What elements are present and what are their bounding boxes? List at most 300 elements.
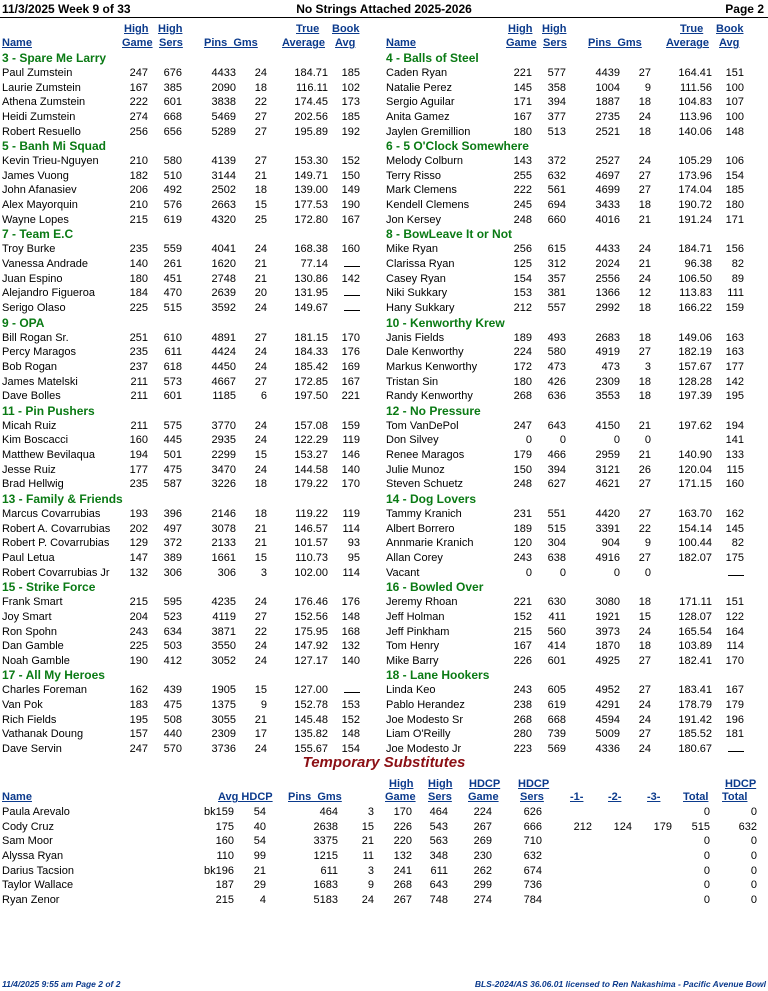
column-header-high: High [508,23,533,35]
player-pins: 4420 [595,508,620,521]
player-gms: 27 [638,67,651,79]
substitute-hg: 226 [393,820,412,833]
substitute-hg: 241 [393,864,412,877]
player-gms: 21 [254,169,267,182]
player-book: 159 [725,301,744,314]
player-hs: 475 [163,463,182,476]
player-hg: 180 [513,125,532,138]
player-hg: 245 [513,199,532,212]
player-book: 95 [347,551,360,564]
player-name: Mark Clemens [386,184,457,197]
player-pins: 473 [601,360,620,373]
player-hs: 466 [547,449,566,462]
player-avg: 179.22 [294,478,328,491]
player-row [384,66,768,81]
player-name: Matthew Bevilaqua [2,449,95,462]
player-book: 100 [725,110,744,123]
player-pins: 2992 [595,301,620,314]
player-avg: 130.86 [294,272,328,285]
player-gms: 18 [638,596,651,609]
player-name: Robert Covarrubias Jr [2,566,110,579]
player-name: Terry Risso [386,169,442,182]
player-name: Dale Kenworthy [386,346,464,359]
player-gms: 9 [644,537,651,550]
player-book: 102 [341,81,360,94]
player-hs: 377 [547,110,566,123]
player-pins: 1870 [595,640,620,653]
player-pins: 4891 [211,331,236,344]
player-hg: 268 [513,713,532,726]
player-row [0,522,384,537]
substitute-total: 0 [703,835,710,848]
player-hg: 189 [513,331,532,344]
player-row [0,272,384,287]
player-hs: 389 [163,551,182,564]
substitute-hs: 543 [429,820,448,833]
substitute-total: 0 [703,806,710,818]
player-avg: 184.33 [294,346,328,359]
player-avg: 153.30 [294,155,328,168]
player-hg: 243 [129,625,148,638]
player-pins: 4139 [211,155,236,168]
player-hs: 636 [547,390,566,403]
player-pins: 904 [601,537,620,550]
player-pins: 3770 [211,419,236,432]
player-book: 154 [341,742,360,755]
substitute-hdg: 269 [473,835,492,848]
player-gms: 3 [644,360,651,373]
player-row [0,654,384,669]
player-hs: 601 [163,390,182,403]
player-pins: 4320 [211,213,236,226]
player-pins: 2527 [595,155,620,168]
player-hs: 615 [547,243,566,256]
player-pins: 4952 [595,684,620,697]
player-avg: 166.22 [678,301,712,314]
player-name: Vathanak Doung [2,728,84,741]
team-title: 14 - Dog Lovers [386,492,477,507]
substitute-row [0,849,768,864]
substitute-htotal: 0 [750,864,757,877]
player-avg: 191.24 [678,213,712,226]
player-name: Wayne Lopes [2,213,69,226]
player-hg: 171 [513,96,532,109]
sub-header-total: Total [683,791,709,803]
player-hs: 656 [163,125,182,138]
player-hg: 189 [513,522,532,535]
column-header-sers: Sers [159,37,183,49]
player-book: 159 [341,419,360,432]
player-pins: 5289 [211,125,236,138]
substitute-htotal: 0 [750,893,757,906]
player-gms: 27 [254,375,267,388]
player-row [0,183,384,198]
player-row [384,360,768,375]
book-average-blank [344,301,360,316]
substitute-name: Taylor Wallace [2,879,74,892]
column-header-pins-gms: Pins Gms [204,37,258,49]
player-row [0,595,384,610]
sub-header-high: High [428,778,453,790]
player-hs: 587 [163,478,182,491]
player-gms: 24 [254,596,267,609]
player-pins: 3078 [211,522,236,535]
player-hg: 231 [513,508,532,521]
player-row [384,610,768,625]
player-book: 140 [341,463,360,476]
substitute-hdcp: 99 [253,849,266,862]
player-avg: 155.67 [294,742,328,755]
substitute-hs: 563 [429,835,448,848]
player-hs: 611 [164,346,182,359]
player-book: 170 [341,478,360,491]
player-pins: 3871 [211,625,236,638]
player-row [384,463,768,478]
player-book: 171 [725,213,744,226]
player-hs: 634 [163,625,182,638]
player-name: Hany Sukkary [386,301,455,314]
column-header-pins-gms: Pins Gms [588,37,642,49]
player-row [384,257,768,272]
player-name: James Vuong [2,169,69,182]
player-name: Kendell Clemens [386,199,470,212]
player-row [384,698,768,713]
player-hg: 210 [129,155,148,168]
player-pins: 1366 [595,287,620,300]
player-gms: 27 [638,728,651,741]
player-row [384,477,768,492]
player-pins: 3470 [211,463,236,476]
sub-header-high: High [389,778,414,790]
player-hg: 235 [129,346,148,359]
substitute-hdg: 267 [473,820,492,833]
player-name: Joy Smart [2,610,52,623]
player-gms: 18 [254,478,267,491]
player-row [0,389,384,404]
player-avg: 177.53 [294,199,328,212]
player-gms: 17 [254,728,267,741]
team-title: 10 - Kenworthy Krew [386,315,505,330]
player-avg: 184.71 [678,243,712,256]
player-name: Troy Burke [2,243,56,256]
player-hs: 560 [547,625,566,638]
player-hs: 492 [163,184,182,197]
substitute-hds: 674 [523,864,542,877]
player-gms: 27 [638,478,651,491]
substitute-gms: 24 [361,893,374,906]
player-row [0,639,384,654]
player-book: 93 [347,537,360,550]
book-average-blank [344,257,360,272]
substitute-hdcp: 54 [253,806,266,818]
blank-line [344,286,360,296]
player-book: 107 [725,96,744,109]
player-row [0,331,384,346]
substitute-hdg: 230 [473,849,492,862]
player-gms: 25 [254,213,267,226]
player-name: Micah Ruiz [2,419,57,432]
substitute-avg: 215 [215,893,234,906]
player-gms: 24 [638,713,651,726]
player-hs: 0 [559,566,566,579]
player-gms: 9 [260,699,267,712]
player-gms: 20 [254,287,267,300]
player-hs: 523 [163,610,182,623]
player-gms: 18 [638,640,651,653]
player-book: 142 [341,272,360,285]
player-gms: 27 [638,508,651,521]
substitute-avg: bk159 [204,806,234,818]
column-header-high: High [124,23,149,35]
player-gms: 27 [254,110,267,123]
substitutes-table [0,805,768,907]
player-hg: 147 [129,551,148,564]
player-gms: 3 [260,566,267,579]
sub-header-sers: Sers [520,791,544,803]
header-divider [0,17,768,18]
player-hs: 451 [163,272,182,285]
player-name: Janis Fields [386,331,445,344]
player-hs: 610 [163,331,182,344]
substitute-hs: 611 [430,864,448,877]
player-row [0,477,384,492]
player-row [384,551,768,566]
player-row [384,301,768,316]
player-gms: 27 [254,331,267,344]
player-name: Randy Kenworthy [386,390,473,403]
player-hs: 619 [547,699,566,712]
column-header-high: High [542,23,567,35]
player-pins: 2748 [211,272,236,285]
player-pins: 4016 [595,213,620,226]
substitute-hg: 170 [393,806,412,818]
substitute-htotal: 632 [738,820,757,833]
player-pins: 2521 [595,125,620,138]
player-book: 82 [731,258,744,271]
substitute-hds: 710 [523,835,542,848]
player-hs: 306 [163,566,182,579]
player-pins: 3144 [211,169,236,182]
player-pins: 3553 [595,390,620,403]
player-name: Dan Gamble [2,640,64,653]
player-avg: 149.06 [678,331,712,344]
player-name: Natalie Perez [386,81,453,94]
player-name: Juan Espino [2,272,63,285]
team-block [0,51,384,139]
player-name: Jeremy Rhoan [386,596,458,609]
substitute-hg: 132 [393,849,412,862]
team-title: 3 - Spare Me Larry [2,51,107,65]
player-avg: 165.54 [678,625,712,638]
player-row [0,625,384,640]
player-hs: 510 [163,169,182,182]
player-hs: 312 [547,258,566,271]
player-gms: 24 [254,67,267,79]
player-name: James Matelski [2,375,78,388]
player-row [384,389,768,404]
player-pins: 2309 [211,728,236,741]
player-hs: 497 [163,522,182,535]
player-hs: 638 [547,551,566,564]
player-hg: 215 [129,596,148,609]
player-gms: 24 [638,110,651,123]
player-pins: 3052 [211,654,236,667]
substitute-gms: 3 [367,806,374,818]
player-book: 115 [726,463,744,476]
player-pins: 2309 [595,375,620,388]
player-book: 152 [341,155,360,168]
player-gms: 21 [638,449,651,462]
player-name: Anita Gamez [386,110,450,123]
player-hs: 580 [547,346,566,359]
team-block [384,580,768,668]
player-name: Tom Henry [386,640,440,653]
player-hg: 160 [129,434,148,447]
player-gms: 0 [644,434,651,447]
team-title: 5 - Banh Mi Squad [2,139,107,154]
player-hs: 601 [163,96,182,109]
player-avg: 120.04 [678,463,712,476]
player-row [0,419,384,434]
player-hg: 256 [513,243,532,256]
date-week-label: 11/3/2025 Week 9 of 33 [2,2,131,16]
player-hg: 140 [129,258,148,271]
player-avg: 139.00 [294,184,328,197]
player-name: Tammy Kranich [386,508,462,521]
player-hs: 508 [163,713,182,726]
substitute-pins: 3375 [313,835,338,848]
player-avg: 100.44 [678,537,712,550]
player-pins: 3838 [211,96,236,109]
substitute-htotal: 0 [750,806,757,818]
player-gms: 18 [254,81,267,94]
team-title: 7 - Team E.C [2,227,74,242]
player-hs: 372 [547,155,566,168]
team-title: 6 - 5 O'Clock Somewhere [386,139,529,154]
substitute-pins: 1215 [313,849,338,862]
player-pins: 2502 [211,184,236,197]
team-block [0,580,384,668]
sub-header-game: Game [385,791,416,803]
player-avg: 197.62 [678,419,712,432]
player-hg: 204 [129,610,148,623]
player-name: Renee Maragos [386,449,465,462]
player-avg: 157.67 [678,360,712,373]
player-avg: 102.00 [294,566,328,579]
player-name: Niki Sukkary [386,287,448,300]
player-name: Athena Zumstein [2,96,86,109]
player-hs: 627 [547,478,566,491]
player-pins: 3121 [595,463,620,476]
player-avg: 127.17 [294,654,328,667]
player-avg: 171.15 [678,478,712,491]
team-title: 12 - No Pressure [386,403,481,418]
substitute-hdcp: 40 [253,820,266,833]
substitute-row [0,820,768,835]
player-name: Steven Schuetz [386,478,464,491]
substitutes-header [0,779,768,805]
player-row [384,507,768,522]
player-row [0,536,384,551]
player-avg: 164.41 [678,67,712,79]
substitute-hdcp: 29 [253,879,266,892]
substitute-hs: 464 [429,806,448,818]
player-hg: 125 [513,258,532,271]
player-row [384,522,768,537]
substitute-hdcp: 54 [253,835,266,848]
player-name: Heidi Zumstein [2,110,76,123]
blank-line [344,301,360,311]
player-gms: 9 [644,81,651,94]
player-hs: 575 [163,419,182,432]
player-avg: 178.79 [678,699,712,712]
substitute-name: Ryan Zenor [2,893,60,906]
player-book: 221 [341,390,360,403]
player-hg: 162 [129,684,148,697]
player-hs: 385 [163,81,182,94]
player-gms: 24 [254,640,267,653]
player-name: Brad Hellwig [2,478,64,491]
player-name: Mike Barry [386,654,439,667]
player-row [0,375,384,390]
player-book: 111 [727,287,744,300]
player-book: 145 [725,522,744,535]
player-book: 170 [341,331,360,344]
substitute-avg: 187 [215,879,234,892]
player-gms: 24 [254,654,267,667]
column-header-name: Name [386,37,416,49]
player-hs: 660 [547,213,566,226]
player-avg: 173.96 [678,169,712,182]
player-book: 152 [341,713,360,726]
player-gms: 24 [254,360,267,373]
player-gms: 27 [254,125,267,138]
player-row [384,727,768,742]
substitute-hdg: 262 [473,864,492,877]
player-pins: 1004 [595,81,620,94]
player-hg: 206 [129,184,148,197]
player-name: Linda Keo [386,684,436,697]
player-avg: 174.45 [294,96,328,109]
player-gms: 24 [638,243,651,256]
substitute-hg: 267 [393,893,412,906]
player-book: 100 [725,81,744,94]
player-avg: 172.80 [294,213,328,226]
player-hs: 396 [163,508,182,521]
team-block [384,404,768,492]
player-hg: 183 [129,699,148,712]
player-pins: 2935 [211,434,236,447]
substitute-hg: 268 [393,879,412,892]
player-book: 106 [725,155,744,168]
player-name: Joe Modesto Jr [386,742,462,755]
left-column [0,21,384,757]
sub-header-name: Name [2,791,32,803]
player-hs: 576 [163,199,182,212]
player-gms: 18 [638,375,651,388]
player-name: Annmarie Kranich [386,537,474,550]
player-hs: 501 [163,449,182,462]
player-book: 148 [725,125,744,138]
player-gms: 24 [638,742,651,755]
substitute-pins: 464 [319,806,338,818]
player-avg: 116.11 [295,81,328,94]
column-header-sers: Sers [543,37,567,49]
blank-line [728,742,744,752]
blank-line [344,683,360,693]
substitute-name: Cody Cruz [2,820,54,833]
player-gms: 27 [638,551,651,564]
